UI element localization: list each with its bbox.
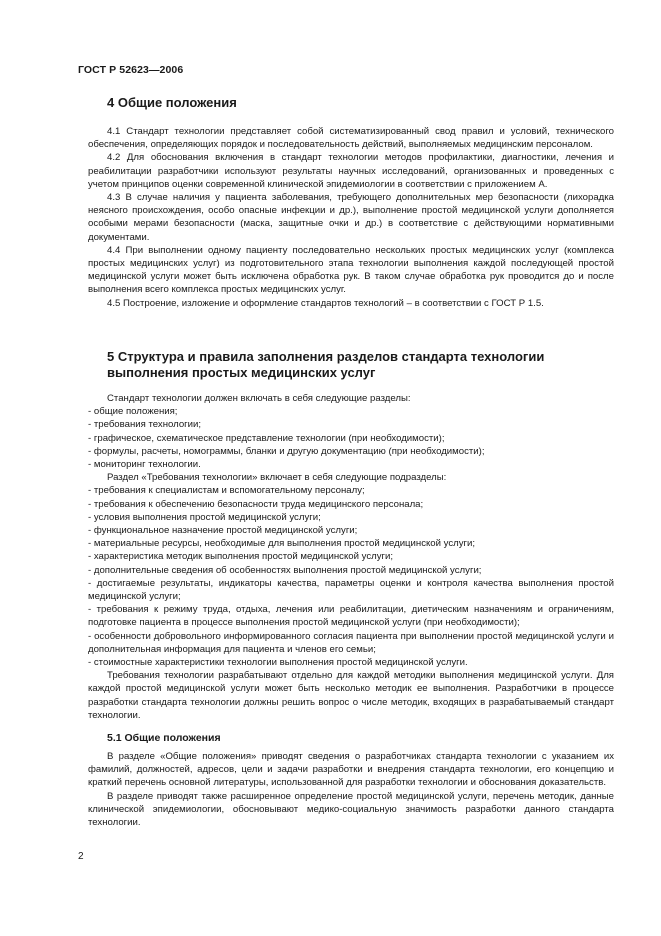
list-item: - требования к обеспечению безопасности труда медицинского персонала;	[88, 498, 424, 510]
list-item: - дополнительные сведения об особенностях выполнения простой медицинской услуги;	[88, 564, 482, 576]
section-5-1-body	[88, 750, 614, 829]
section-5-intro: Стандарт технологии должен включать в себя следующие разделы:	[107, 393, 411, 404]
section-5-closing: Требования технологии разрабатывают отдельно для каждой методики выполнения медицинской услуги. Для каждой простой медицинской услуги может быть несколько методик ее выполнения. Разработчики в процессе разработки стандарта технологии должны решить вопрос о числе методик, входящих в разрабатываемый стандарт технологии.	[88, 670, 614, 721]
list-item: - требования к специалистам и вспомогательному персоналу;	[88, 485, 365, 497]
list-item: - функциональное назначение простой медицинской услуги;	[88, 525, 358, 537]
page-number: 2	[78, 851, 84, 862]
paragraph-4-4: 4.4 При выполнении одному пациенту последовательно нескольких простых медицинских услуг (комплекса простых медицинских услуг) из подготовительного этапа технологии выполнения каждой последующей простой медицинской услуги может быть исключена обработка рук. В таком случае обработка рук проводится до и после выполнения всего комплекса простых медицинских услуг.	[88, 244, 614, 296]
paragraph-4-2: 4.2 Для обоснования включения в стандарт технологии методов профилактики, диагностики, лечения и реабилитации разработчики используют результаты научных исследований, организованных и проведенных с учетом принципов оценки современной клинической эпидемиологии в соответствии с приложением А.	[88, 152, 614, 190]
paragraph-5-1-a: В разделе «Общие положения» приводят сведения о разработчиках стандарта технологии с указанием их фамилий, должностей, адресов, цели и задачи разработки и внедрения стандарта технологии, его концепцию и краткий перечень основной литературы, использованной для разработки технологии и обоснования доказательств.	[88, 751, 614, 789]
requirements-intro: Раздел «Требования технологии» включает в себя следующие подразделы:	[107, 472, 447, 484]
section-4-title: 4 Общие положения	[107, 95, 237, 110]
list-item: - стоимостные характеристики технологии выполнения простой медицинской услуги.	[88, 657, 468, 669]
paragraph-4-1: 4.1 Стандарт технологии представляет собой систематизированный свод правил и условий, технического обеспечения, определяющих порядок и последовательность действий, выполняемых медицинским персоналом.	[88, 126, 614, 151]
section-5-body	[88, 392, 614, 722]
paragraph-4-3: 4.3 В случае наличия у пациента заболевания, требующего дополнительных мер безопасности (лихорадка неясного происхождения, особо опасные инфекции и др.), выполнение простой медицинской услуги дополняется особыми мерами безопасности (маска, защитные очки и др.) в соответствие с действующими нормативными документами.	[88, 192, 614, 243]
list-item: - достигаемые результаты, индикаторы качества, параметры оценки и контроля качества выполнения простой медицинской услуги;	[88, 577, 614, 603]
paragraph-4-5: 4.5 Построение, изложение и оформление стандартов технологий – в соответствии с ГОСТ Р 1.5.	[107, 297, 544, 309]
list-item: - особенности добровольного информированного согласия пациента при выполнении простой медицинской услуги и дополнительная информация для пациента и членов его семьи;	[88, 630, 614, 655]
list-item: - материальные ресурсы, необходимые для выполнения простой медицинской услуги;	[88, 538, 476, 550]
section-5-1-title: 5.1 Общие положения	[107, 732, 221, 744]
list-item: - условия выполнения простой медицинской услуги;	[88, 511, 321, 523]
list-item: - требования технологии;	[88, 419, 202, 431]
list-item: - мониторинг технологии.	[88, 459, 201, 471]
list-item: - графическое, схематическое представление технологии (при необходимости);	[88, 432, 445, 444]
list-item: - формулы, расчеты, номограммы, бланки и другую документацию (при необходимости);	[88, 445, 485, 457]
list-item: - требования к режиму труда, отдыха, лечения или реабилитации, диетическим назначениям и ограничениям, подготовке пациента в процессе выполнения простой медицинской услуги (при необходимости);	[88, 604, 614, 629]
section-4-body	[88, 125, 614, 310]
section-5-title: 5 Структура и правила заполнения разделов стандарта технологии выполнения простых медицинских услуг	[107, 349, 545, 380]
paragraph-5-1-b: В разделе приводят также расширенное определение простой медицинской услуги, перечень методик, данные клинической эпидемиологии, обосновывают медико-социальную значимость разработки данного стандарта технологии.	[88, 790, 614, 829]
list-item: - общие положения;	[88, 406, 178, 418]
document-header: ГОСТ Р 52623—2006	[78, 64, 184, 76]
list-item: - характеристика методик выполнения простой медицинской услуги;	[88, 551, 394, 563]
